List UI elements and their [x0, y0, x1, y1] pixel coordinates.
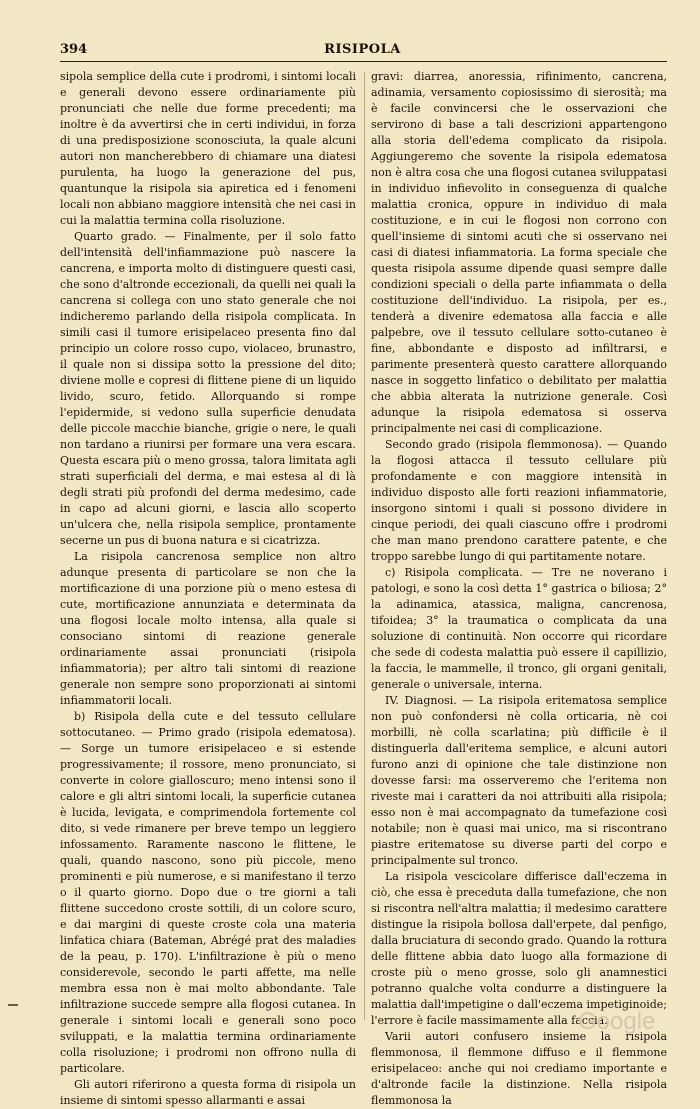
paragraph: Gli autori riferirono a questa forma di risipola un insieme di sintomi spesso allarmanti e assai — [60, 1078, 356, 1107]
paragraph: IV. Diagnosi. — La risipola eritematosa semplice non può confondersi nè colla orticaria, nè coi morbilli, nè colla scarlatina; più difficile è il distinguerla dall'eritema semplice, e alcuni autori furono anzi di opinione che tale distinzione non dovesse farsi: ma osserveremo che l'eritema non riveste mai i caratteri da noi attribuiti alla risipola; esso non è mai accompagnato da tumefazione così notabile; non è quasi mai unico, ma si riscontrano piastre eritematose su diverse parti del corpo e principalmente sul tronco. — [371, 694, 667, 867]
paragraph: Secondo grado (risipola flemmonosa). — Quando la flogosi attacca il tessuto cellulare più profondamente e con maggiore intensità in individuo disposto alle forti reazioni infiammatorie, insorgono sintomi i quali si possono dividere in cinque periodi, dei quali ciascuno offre i prodromi che man mano prendono carattere patente, e che troppo sarebbe lungo di qui partitamente notare. — [371, 438, 667, 563]
paragraph: gravi: diarrea, anoressia, rifinimento, cancrena, adinamia, versamento copiosissimo di sierosità; ma è facile convincersi che le osservazioni che servirono di base a tali descrizioni appartengono alla storia dell'edema complicato da risipola. Aggiungeremo che sovente la risipola edematosa non è altra cosa che una flogosi cutanea sviluppatasi in individuo infievolito in conseguenza di qualche malattia cronica, oppure in individuo di mala costituzione, e in cui le flogosi non corrono con quell'insieme di sintomi acuti che si osservano nei casi di diatesi infiammatoria. La forma speciale che questa risipola assume dipende quasi sempre dalle condizioni speciali o della parte infiammata o della costituzione dell'individuo. La risipola, per es., tenderà a divenire edematosa alla faccia e alle palpebre, ove il tessuto cellulare sotto-cutaneo è fine, abbondante e disposto ad infiltrarsi, e parimente presenterà questo carattere allorquando nasce in soggetto linfatico o debilitato per malattia che abbia alterata la nutrizione generale. Così adunque la risipola edematosa si osserva principalmente nei casi di complicazione. — [371, 70, 667, 435]
paragraph: La risipola cancrenosa semplice non altro adunque presenta di particolare se non che la mortificazione di una porzione più o meno estesa di cute, mortificazione annunziata e determinata da una flogosi locale molto intensa, alla quale si consociano sintomi di reazione generale ordinariamente assai pronunciati (risipola infiammatoria); per altro tali sintomi di reazione generale non sempre sono proporzionati ai sintomi infiammatorii locali. — [60, 550, 356, 707]
right-column — [371, 69, 667, 1109]
header-rule — [60, 61, 667, 62]
running-header — [60, 38, 665, 60]
running-title: RISIPOLA — [324, 42, 401, 57]
column-divider — [364, 72, 365, 1020]
paragraph: b) Risipola della cute e del tessuto cellulare sottocutaneo. — Primo grado (risipola edematosa). — Sorge un tumore erisipelaceo e si estende progressivamente; il rossore, meno pronunciato, si converte in colore gialloscuro; meno intensi sono il calore e gli altri sintomi locali, la superficie cutanea è lucida, levigata, e comprimendola fortemente col dito, si vede rimanere per breve tempo un leggiero infossamento. Raramente nascono le flittene, le quali, quando nascono, sono più piccole, meno prominenti e più numerose, e si manifestano il terzo o il quarto giorno. Dopo due o tre giorni a tali flittene succedono croste sottili, di un colore scuro, e dai margini di queste croste cola una materia linfatica chiara (Bateman, Abrégé prat des maladies de la peau, p. 170). L'infiltrazione è più o meno considerevole, secondo le parti affette, ma nelle membra essa non è mai molto abbondante. Tale infiltrazione succede sempre alla flogosi cutanea. In generale i sintomi locali e generali sono poco sviluppati, e la malattia termina ordinariamente colla risoluzione; i prodromi non offrono nulla di particolare. — [60, 710, 356, 1075]
paragraph: sipola semplice della cute i prodromi, i sintomi locali e generali devono essere ordinariamente più pronunciati che nelle due forme precedenti; ma inoltre è da avvertirsi che in certi individui, in forza di una predisposizione sconosciuta, la quale alcuni autori non mancherebbero di chiamare una diatesi purulenta, ha luogo la generazione del pus, quantunque la risipola sia apiretica ed i fenomeni locali non abbiano maggiore intensità che nei casi in cui la malattia termina colla risoluzione. — [60, 70, 356, 227]
page-number: 394 — [60, 42, 88, 57]
paragraph: c) Risipola complicata. — Tre ne noverano i patologi, e sono la così detta 1° gastrica o biliosa; 2° la adinamica, atassica, maligna, cancrenosa, tifoidea; 3° la traumatica o complicata da una soluzione di continuità. Non occorre qui ricordare che sede di codesta malattia può essere il capillizio, la faccia, le mammelle, il tronco, gli organi genitali, generale o universale, interna. — [371, 566, 667, 691]
paragraph: Quarto grado. — Finalmente, per il solo fatto dell'intensità dell'infiammazione può nascere la cancrena, e importa molto di distinguere questi casi, che sono d'altronde eccezionali, da quelli nei quali la cancrena si collega con uno stato generale che noi indicheremo parlando della risipola complicata. In simili casi il tumore erisipelaceo presenta fino dal principio un colore rosso cupo, violaceo, brunastro, il quale non si dissipa sotto la pressione del dito; diviene molle e copresi di flittene piene di un liquido livido, scuro, fetido. Allorquando si rompe l'epidermide, si vedono sulla superficie denudata delle piccole macchie bianche, grigie o nere, le quali non tardano a riunirsi per formare una vera escara. Questa escara più o meno grossa, talora limitata agli strati superficiali del derma, e mai estesa al di là degli strati più profondi del derma medesimo, cade in capo ad alcuni giorni, e lascia allo scoperto un'ulcera che, nella risipola semplice, prontamente secerne un pus di buona natura e si cicatrizza. — [60, 230, 356, 547]
paragraph: Varii autori confusero insieme la risipola flemmonosa, il flemmone diffuso e il flemmone erisipelaceo: anche qui noi crediamo importante e d'altronde facile la distinzione. Nella risipola flemmonosa la — [371, 1030, 667, 1107]
left-column — [60, 69, 356, 1109]
watermark: Google — [578, 1008, 656, 1035]
scan-mark — [8, 1004, 18, 1006]
paragraph: La risipola vescicolare differisce dall'eczema in ciò, che essa è preceduta dalla tumefazione, che non si riscontra nell'altra malattia; il medesimo carattere distingue la risipola bollosa dall'erpete, dal penfigo, dalla bruciatura di secondo grado. Quando la rottura delle flittene abbia dato luogo alla formazione di croste più o meno grosse, solo gli anamnestici potranno qualche volta condurre a distinguere la malattia dall'impetigine o dall'eczema impetiginoide; l'errore è facile massimamente alla faccia. — [371, 870, 667, 1027]
